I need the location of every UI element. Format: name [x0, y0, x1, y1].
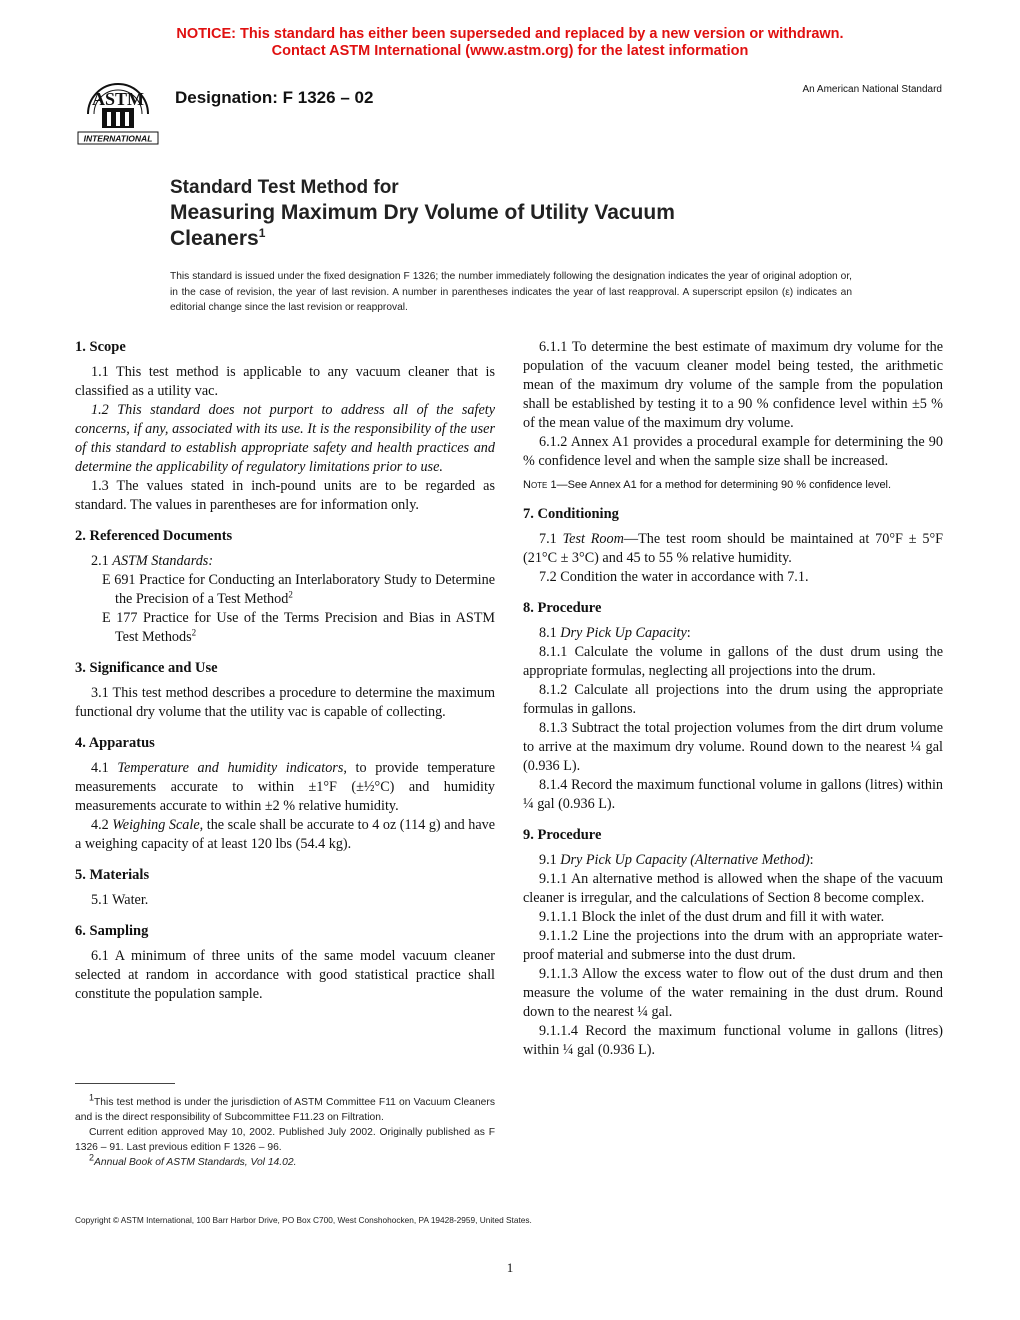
para-8-1-2: 8.1.2 Calculate all projections into the drum using the appropriate formulas in gallons.: [523, 682, 943, 717]
logo-subtext: INTERNATIONAL: [83, 133, 153, 144]
para-9-1-1-2: 9.1.1.2 Line the projections into the drum with an appropriate water-proof material and submerse into the dust drum.: [523, 928, 943, 963]
footnote-divider: [75, 1083, 175, 1084]
footnote-2-mark: 2: [89, 1152, 95, 1163]
title-line-2: Measuring Maximum Dry Volume of Utility Vacuum: [170, 201, 675, 224]
para-4-1-term: Temperature and humidity indicators: [117, 760, 344, 776]
para-9-1-num: 9.1: [539, 852, 557, 868]
copyright: Copyright © ASTM International, 100 Barr Harbor Drive, PO Box C700, West Conshohocken, PA 19428-2959, United States.: [75, 1215, 532, 1225]
reference-e177-text: E 177 Practice for Use of the Terms Precision and Bias in ASTM Test Methods: [102, 610, 495, 645]
title-footnote-mark: 1: [258, 226, 266, 240]
section-6-heading: 6. Sampling: [75, 923, 149, 939]
reference-e691-text: E 691 Practice for Conducting an Interlaboratory Study to Determine the Precision of a Test Method: [102, 572, 495, 607]
note-1-text: —See Annex A1 for a method for determining 90 % confidence level.: [556, 479, 892, 491]
right-column: [523, 338, 943, 1060]
para-1-3: 1.3 The values stated in inch-pound units are to be regarded as standard. The values in parentheses are for information only.: [75, 478, 495, 513]
para-8-1-num: 8.1: [539, 625, 557, 641]
footnote-1-mark: 1: [89, 1092, 95, 1103]
para-6-1: 6.1 A minimum of three units of the same model vacuum cleaner selected at random in accordance with good statistical practice shall constitute the population sample.: [75, 948, 495, 1002]
para-7-1-num: 7.1: [539, 531, 557, 547]
para-4-1-num: 4.1: [91, 760, 109, 776]
para-8-1-1: 8.1.1 Calculate the volume in gallons of the dust drum using the appropriate formulas, neglecting all projections into the drum.: [523, 644, 943, 679]
para-8-1: [523, 624, 943, 643]
title-line-1: Standard Test Method for: [170, 177, 399, 198]
section-2-heading: 2. Referenced Documents: [75, 528, 233, 544]
note-1: [523, 477, 943, 493]
para-7-1: [523, 530, 943, 568]
section-1-heading: 1. Scope: [75, 339, 126, 355]
note-1-label: Note 1: [523, 479, 557, 491]
reference-e691-mark: 2: [288, 589, 293, 600]
section-3-heading: 3. Significance and Use: [75, 660, 218, 676]
document-title: [170, 176, 675, 252]
section-8-heading: 8. Procedure: [523, 600, 602, 616]
logo-text: ASTM: [91, 89, 145, 109]
para-1-2-text: 1.2 This standard does not purport to address all of the safety concerns, if any, associated with its use. It is the responsibility of the user of this standard to establish appropriate safety and health practices and determine the applicability of regulatory limitations prior to use.: [75, 402, 495, 475]
para-6-1-1: 6.1.1 To determine the best estimate of maximum dry volume for the population of the vacuum cleaner model being tested, the arithmetic mean of the maximum dry volume of the sample from the population shall be established by testing it to a 90 % confidence level within ±5 % of the mean value of the maximum dry volume.: [523, 339, 943, 431]
notice-line-2: Contact ASTM International (www.astm.org) for the latest information: [271, 43, 749, 59]
footnote-2-text: Annual Book of ASTM Standards, Vol 14.02.: [94, 1157, 297, 1168]
para-6-1-2: 6.1.2 Annex A1 provides a procedural example for determining the 90 % confidence level and when the sample size shall be increased.: [523, 434, 943, 469]
para-9-1-1-4: 9.1.1.4 Record the maximum functional volume in gallons (litres) within ¼ gal (0.936 L).: [523, 1023, 943, 1058]
footnote-1: [75, 1092, 495, 1125]
para-9-1-1-1: 9.1.1.1 Block the inlet of the dust drum and fill it with water.: [539, 909, 885, 925]
notice-line-1: NOTICE: This standard has either been superseded and replaced by a new version or withdrawn.: [176, 26, 844, 42]
para-8-1-text: :: [686, 625, 691, 641]
footnote-1-text: This test method is under the jurisdiction of ASTM Committee F11 on Vacuum Cleaners and is the direct responsibility of Subcommittee F11.23 on Filtration.: [75, 1097, 495, 1123]
designation: Designation: F 1326 – 02: [175, 88, 374, 107]
para-8-1-3: 8.1.3 Subtract the total projection volumes from the dirt drum volume to arrive at the maximum dry volume. Round down to the nearest ¼ gal (0.936 L).: [523, 720, 943, 774]
withdrawal-notice: [0, 26, 1020, 60]
para-9-1-1-3: 9.1.1.3 Allow the excess water to flow out of the dust drum and then measure the volume of the water remaining in the dust drum. Round down to the nearest ¼ gal.: [523, 966, 943, 1020]
para-2-1: [75, 552, 495, 571]
para-5-1: 5.1 Water.: [91, 892, 149, 908]
left-column: [75, 338, 495, 1004]
american-national-standard: An American National Standard: [802, 84, 942, 95]
footnote-1b: Current edition approved May 10, 2002. Published July 2002. Originally published as F 1326 – 91. Last previous edition F 1326 – 96.: [75, 1127, 495, 1153]
astm-logo: [74, 74, 162, 150]
para-4-2-num: 4.2: [91, 817, 109, 833]
para-8-1-term: Dry Pick Up Capacity: [560, 625, 687, 641]
section-4-heading: 4. Apparatus: [75, 735, 155, 751]
para-9-1: [523, 851, 943, 870]
para-2-1-text: ASTM Standards:: [112, 553, 214, 569]
section-5-heading: 5. Materials: [75, 867, 150, 883]
reference-e691: [75, 571, 495, 609]
title-line-3-text: Cleaners: [170, 227, 259, 250]
para-4-1: [75, 759, 495, 816]
para-7-2: 7.2 Condition the water in accordance with 7.1.: [539, 569, 809, 585]
footnotes: [75, 1092, 495, 1170]
issuance-statement: This standard is issued under the fixed designation F 1326; the number immediately following the designation indicates the year of original adoption or, in the case of revision, the year of last revision. A number in parentheses indicates the year of last reapproval. A superscript epsilon (ε) indicates an editorial change since the last revision or reapproval.: [170, 271, 852, 313]
para-4-1-text: , to provide temperature measurements accurate to within ±1°F (±½°C) and humidity measurements accurate to within ±2 % relative humidity.: [75, 760, 496, 814]
title-line-3: [170, 226, 675, 252]
page-number: 1: [506, 1260, 514, 1275]
footnote-2: [75, 1152, 495, 1170]
para-2-1-num: 2.1: [91, 553, 109, 569]
para-9-1-term: Dry Pick Up Capacity (Alternative Method): [560, 852, 810, 868]
para-7-1-term: Test Room: [562, 531, 624, 547]
para-3-1: 3.1 This test method describes a procedure to determine the maximum functional dry volume that the utility vac is capable of collecting.: [75, 685, 495, 720]
para-9-1-text: :: [809, 852, 814, 868]
reference-e177-mark: 2: [191, 627, 197, 638]
para-4-2-term: Weighing Scale: [112, 817, 200, 833]
reference-e177: [75, 609, 495, 647]
para-4-2: [75, 816, 495, 854]
para-9-1-1: 9.1.1 An alternative method is allowed when the shape of the vacuum cleaner is irregular, and the calculations of Section 8 become complex.: [523, 871, 943, 906]
para-1-1: 1.1 This test method is applicable to any vacuum cleaner that is classified as a utility vac.: [75, 364, 495, 399]
para-8-1-4: 8.1.4 Record the maximum functional volume in gallons (litres) within ¼ gal (0.936 L).: [523, 777, 943, 812]
para-1-2: [75, 401, 495, 477]
section-9-heading: 9. Procedure: [523, 827, 602, 843]
section-7-heading: 7. Conditioning: [523, 506, 619, 522]
para-4-2-text: , the scale shall be accurate to 4 oz (114 g) and have a weighing capacity of at least 120 lbs (54.4 kg).: [75, 817, 496, 852]
para-7-1-text: —The test room should be maintained at 70°F ± 5°F (21°C ± 3°C) and 45 to 55 % relative humidity.: [523, 531, 944, 566]
